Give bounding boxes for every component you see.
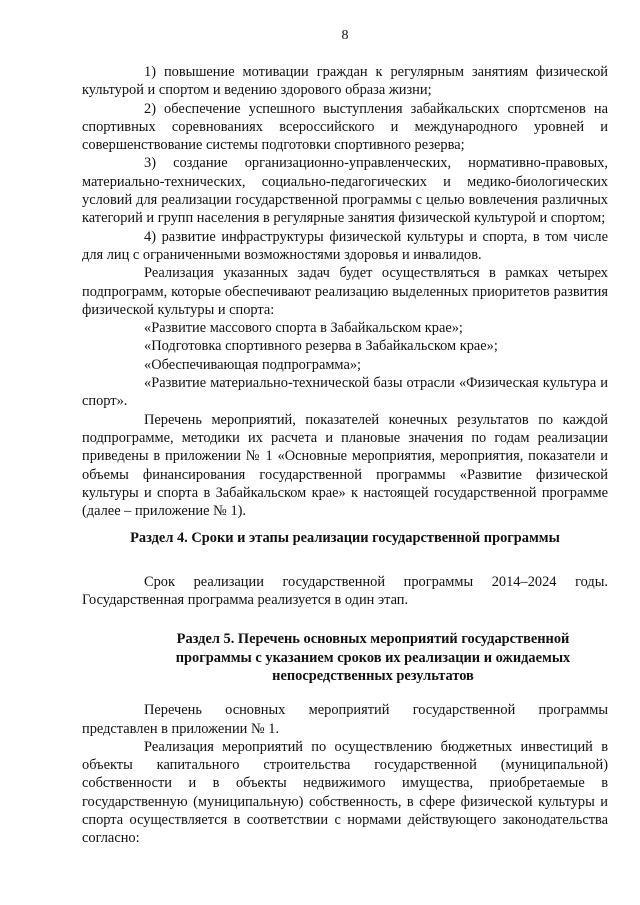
- list-item-2: 2) обеспечение успешного выступления забайкальских спортсменов на спортивных соревнованиях всероссийского и международного уровней и совершенствование системы подготовки спортивного резерва;: [82, 100, 608, 154]
- subprogram-item-3: «Обеспечивающая подпрограмма»;: [144, 356, 362, 373]
- subprogram-item-1: «Развитие массового спорта в Забайкальском крае»;: [144, 320, 463, 337]
- section-4-title: Раздел 4. Сроки и этапы реализации государственной программы: [130, 530, 560, 547]
- document-page: [82, 28, 608, 848]
- intro-paragraph: Реализация указанных задач будет осуществляться в рамках четырех подпрограмм, которые обеспечивают реализацию выделенных приоритетов развития физической культуры и спорта:: [82, 265, 608, 318]
- section-5-title-line-3: непосредственных результатов: [272, 667, 474, 684]
- page-number: 8: [341, 28, 349, 43]
- section-5-title-line-1: Раздел 5. Перечень основных мероприятий государственной: [176, 631, 570, 648]
- section-5-title-line-2: программы с указанием сроков их реализации и ожидаемых: [175, 649, 571, 666]
- measures-paragraph: Перечень мероприятий, показателей конечных результатов по каждой подпрограмме, методики их расчета и плановые значения по годам реализации приведены в приложении № 1 «Основные мероприятия, мероприятия, показатели и объемы финансирования государственной программы «Развитие физической культуры и спорта в Забайкальском крае» к настоящей государственной программе (далее – приложение № 1).: [82, 411, 608, 520]
- subprogram-item-4: «Развитие материально-технической базы отрасли «Физическая культура и спорт».: [82, 375, 608, 410]
- section-5-paragraph-2: Реализация мероприятий по осуществлению бюджетных инвестиций в объекты капитального строительства государственной (муниципальной) собственности и в объекты недвижимого имущества, приобретаемые в государственную (муниципальную) собственность, в сфере физической культуры и спорта осуществляется в соответствии с нормами действующего законодательства согласно:: [82, 738, 608, 847]
- list-item-1: 1) повышение мотивации граждан к регулярным занятиям физической культурой и спортом и ведению здорового образа жизни;: [82, 64, 608, 99]
- list-item-4: 4) развитие инфраструктуры физической культуры и спорта, в том числе для лиц с ограниченными возможностями здоровья и инвалидов.: [82, 228, 608, 263]
- list-item-3: 3) создание организационно-управленческих, нормативно-правовых, материально-технических, социально-педагогических и медико-биологических условий для реализации государственной программы с целью вовлечения различных категорий и групп населения в регулярные занятия физической культурой и спортом;: [82, 155, 608, 227]
- section-5-paragraph-1: Перечень основных мероприятий государственной программы представлен в приложении № 1.: [82, 702, 608, 737]
- section-5-title: [82, 630, 608, 685]
- section-4-text: Срок реализации государственной программы 2014–2024 годы. Государственная программа реализуется в один этап.: [82, 573, 608, 609]
- subprogram-item-2: «Подготовка спортивного резерва в Забайкальском крае»;: [144, 338, 498, 355]
